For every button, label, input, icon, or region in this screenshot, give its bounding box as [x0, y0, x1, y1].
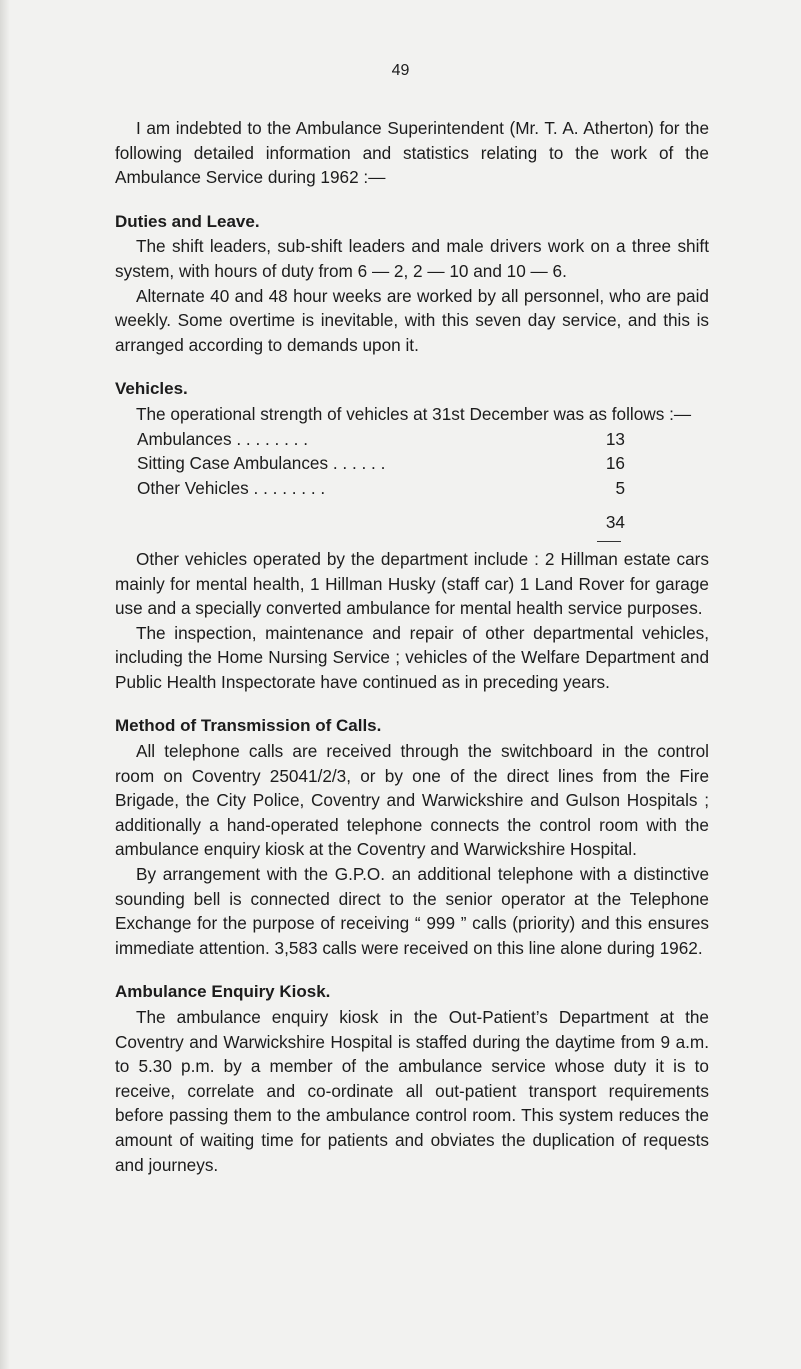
- duties-paragraph-1: The shift leaders, sub-shift leaders and male drivers work on a three shift system, with hours of duty from 6 — 2, 2 — 10 and 10 — 6.: [115, 236, 709, 281]
- transmission-paragraph-1: All telephone calls are received through the switchboard in the control room on Coventry 25041/2/3, or by one of the direct lines from the Fire Brigade, the City Police, Coventry and Warwickshire and Gulson Hospitals ; additionally a hand-operated telephone connects the control room with the ambulance enquiry kiosk at the Coventry and Warwickshire Hospital.: [115, 741, 709, 860]
- intro-paragraph: I am indebted to the Ambulance Superintendent (Mr. T. A. Atherton) for the following detailed information and statistics relating to the work of the Ambulance Service during 1962 :—: [115, 118, 709, 188]
- vehicles-total-row: [137, 510, 625, 535]
- vehicle-type: Sitting Case Ambulances . . . . . .: [137, 453, 386, 474]
- vehicles-paragraph-1: The operational strength of vehicles at 31st December was as follows :—: [136, 403, 692, 424]
- transmission-paragraph-2: By arrangement with the G.P.O. an additional telephone with a distinctive sounding bell is connected direct to the senior operator at the Telephone Exchange for the purpose of receiving “ 999 ” calls (priority) and this ensures immediate attention. 3,583 calls were received on this line alone during 1962.: [115, 864, 709, 958]
- heading-vehicles: Vehicles.: [115, 379, 188, 399]
- vehicle-type: Other Vehicles . . . . . . . .: [137, 477, 326, 498]
- vehicles-table: [137, 427, 625, 501]
- vehicle-type: Ambulances . . . . . . . .: [137, 428, 308, 449]
- total-underline: [137, 535, 625, 547]
- vehicle-count: 5: [615, 477, 625, 498]
- kiosk-paragraph-1: The ambulance enquiry kiosk in the Out-Patient’s Department at the Coventry and Warwickshire Hospital is staffed during the daytime from 9 a.m. to 5.30 p.m. by a member of the ambulance service whose duty it is to receive, correlate and co-ordinate all out-patient transport requirements before passing them to the ambulance control room. This system reduces the amount of waiting time for patients and obviates the duplication of requests and journeys.: [115, 1007, 709, 1175]
- heading-duties-and-leave: Duties and Leave.: [115, 211, 260, 231]
- vehicles-total: 34: [605, 512, 625, 533]
- vehicle-count: 13: [605, 428, 625, 449]
- vehicles-row: [137, 451, 625, 476]
- vehicle-count: 16: [605, 453, 625, 474]
- page-number: 49: [391, 62, 410, 79]
- duties-paragraph-2: Alternate 40 and 48 hour weeks are worked by all personnel, who are paid weekly. Some overtime is inevitable, with this seven day service, and this is arranged according to demands upon it.: [115, 285, 709, 355]
- vehicles-row: [137, 427, 625, 452]
- heading-method-of-transmission: Method of Transmission of Calls.: [115, 716, 382, 736]
- vehicles-paragraph-3: The inspection, maintenance and repair of other departmental vehicles, including the Home Nursing Service ; vehicles of the Welfare Department and Public Health Inspectorate have continued as in preceding years.: [115, 622, 709, 692]
- heading-ambulance-enquiry-kiosk: Ambulance Enquiry Kiosk.: [115, 982, 331, 1002]
- vehicles-row: [137, 476, 625, 501]
- page-content: [115, 116, 709, 1177]
- vehicles-paragraph-2: Other vehicles operated by the department include : 2 Hillman estate cars mainly for mental health, 1 Hillman Husky (staff car) 1 Land Rover for garage use and a specially converted ambulance for mental health service purposes.: [115, 548, 709, 619]
